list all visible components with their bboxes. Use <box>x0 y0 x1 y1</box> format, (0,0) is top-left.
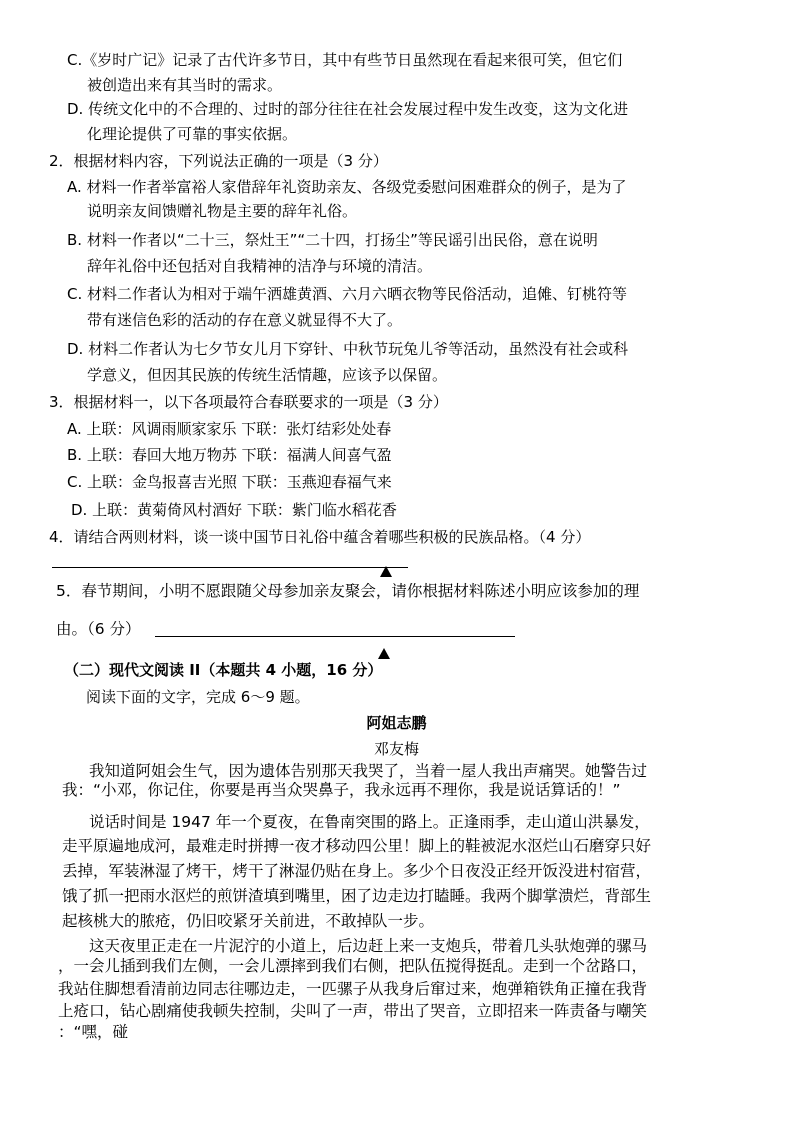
q2-stem: 2．根据材料内容，下列说法正确的一项是（3 分） <box>49 152 388 170</box>
q2-option-c-line1: C. 材料二作者认为相对于端午洒雄黄酒、六月六晒衣物等民俗活动，追傩、钉桃符等 <box>67 285 628 303</box>
story-author: 邓友梅 <box>373 740 419 758</box>
q2-option-a-line1: A. 材料一作者举富裕人家借辞年礼资助亲友、各级党委慰问困难群众的例子，是为了 <box>67 178 627 196</box>
q5-line1: 5．春节期间，小明不愿跟随父母参加亲友聚会，请你根据材料陈述小明应该参加的理 <box>56 582 640 600</box>
q5-line2: 由。（6 分） <box>56 620 141 638</box>
q3-option-a: A. 上联：风调雨顺家家乐 下联：张灯结彩处处春 <box>67 420 392 438</box>
q1-option-c-line1: C.《岁时广记》记录了古代许多节日，其中有些节日虽然现在看起来很可笑，但它们 <box>67 51 623 69</box>
q2-option-d-line2: 学意义，但因其民族的传统生活情趣，应该予以保留。 <box>87 366 448 384</box>
story-p3-line3: 我站住脚想看清前边同志往哪边走，一匹骡子从我身后窜过来，炮弹箱铁角正撞在我背 <box>58 980 648 998</box>
story-title: 阿姐志鹏 <box>366 714 427 732</box>
story-p1-line2: 我：“小邓，你记住，你要是再当众哭鼻子，我永远再不理你，我是说话算话的！” <box>62 781 621 799</box>
q1-option-c-line2: 被创造出来有其当时的需求。 <box>87 76 283 94</box>
q2-option-b-line2: 辞年礼俗中还包括对自我精神的洁净与环境的清洁。 <box>87 257 433 275</box>
story-p2-line3: 丢掉，军装淋湿了烤干，烤干了淋湿仍贴在身上。多少个日夜没正经开饭没进村宿营， <box>62 862 652 880</box>
q3-option-c: C. 上联：金鸟报喜吉光照 下联：玉燕迎春福气来 <box>67 473 392 491</box>
section-heading: （二）现代文阅读 II（本题共 4 小题，16 分） <box>64 661 383 679</box>
q2-option-d-line1: D. 材料二作者认为七夕节女儿月下穿针、中秋节玩兔儿爷等活动，虽然没有社会或科 <box>67 340 629 358</box>
story-p2-line1: 说话时间是 1947 年一个夏夜，在鲁南突围的路上。正逢雨季，走山道山洪暴发， <box>89 813 650 831</box>
q3-stem: 3．根据材料一，以下各项最符合春联要求的一项是（3 分） <box>49 393 448 411</box>
q3-option-b: B. 上联：春回大地万物苏 下联：福满人间喜气盈 <box>67 446 392 464</box>
story-p3-line5: ：“嘿，碰 <box>58 1023 129 1041</box>
q4-stem: 4．请结合两则材料，谈一谈中国节日礼俗中蕴含着哪些积极的民族品格。（4 分） <box>49 528 591 546</box>
story-p2-line4: 饿了抓一把雨水沤烂的煎饼渣填到嘴里，困了边走边打瞌睡。我两个脚掌溃烂，背部生 <box>62 887 652 905</box>
answer-marker-triangle-icon <box>378 648 390 659</box>
section-instruction: 阅读下面的文字，完成 6～9 题。 <box>86 688 310 706</box>
q1-option-d-line1: D. 传统文化中的不合理的、过时的部分往往在社会发展过程中发生改变，这为文化进 <box>67 100 629 118</box>
q2-option-c-line2: 带有迷信色彩的活动的存在意义就显得不大了。 <box>87 311 403 329</box>
q2-option-b-line1: B. 材料一作者以“二十三，祭灶王”“二十四，打扬尘”等民谣引出民俗，意在说明 <box>67 231 598 249</box>
answer-marker-triangle-icon <box>380 566 392 577</box>
story-p3-line4: 上疮口，钻心剧痛使我顿失控制，尖叫了一声，带出了哭音，立即招来一阵责备与嘲笑 <box>58 1002 648 1020</box>
story-p3-line1: 这天夜里正走在一片泥泞的小道上，后边赶上来一支炮兵，带着几头驮炮弹的骡马 <box>89 937 648 955</box>
q1-option-d-line2: 化理论提供了可靠的事实依据。 <box>87 125 298 143</box>
story-p2-line5: 起核桃大的脓疮，仍旧咬紧牙关前进，不敢掉队一步。 <box>62 912 435 930</box>
story-p3-line2: ，一会儿插到我们左侧，一会儿漂摔到我们右侧，把队伍搅得挺乱。走到一个岔路口， <box>58 957 648 975</box>
story-p1-line1: 我知道阿姐会生气，因为遗体告别那天我哭了，当着一屋人我出声痛哭。她警告过 <box>89 762 648 780</box>
q2-option-a-line2: 说明亲友间馈赠礼物是主要的辞年礼俗。 <box>87 202 358 220</box>
q3-option-d: D. 上联：黄菊倚风村酒好 下联：紫门临水稻花香 <box>71 501 397 519</box>
q5-answer-line[interactable] <box>155 636 515 637</box>
story-p2-line2: 走平原遍地成河，最难走时拼搏一夜才移动四公里！脚上的鞋被泥水沤烂山石磨穿只好 <box>62 837 652 855</box>
q4-answer-line[interactable] <box>52 567 408 568</box>
